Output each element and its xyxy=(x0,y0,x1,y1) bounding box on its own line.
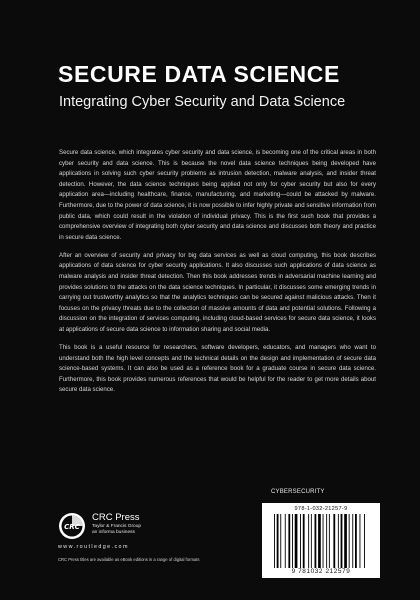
ebook-footnote: CRC Press titles are available as eBook editions in a range of digital formats xyxy=(58,557,200,562)
isbn-barcode xyxy=(262,503,380,578)
book-subtitle: Integrating Cyber Security and Data Science xyxy=(59,94,346,110)
crc-press-logo-icon xyxy=(58,512,86,540)
ean-digits: 9 781032 212579 xyxy=(291,568,351,575)
publisher-block xyxy=(58,510,208,542)
publisher-website[interactable]: www.routledge.com xyxy=(58,544,129,550)
isbn-number: 978-1-032-21257-9 xyxy=(294,506,348,512)
description-paragraph: Secure data science, which integrates cyber security and data science, is becoming one of the critical areas in both cyber security and data science. This is because the novel data science techniques being developed have applications in solving such cyber security problems as intrusion detection, malware analysis, and insider threat detection. However, the data science techniques being applied not only for cyber security but also for every application area—including healthcare, finance, manufacturing, and marketing—could be attacked by malware. Furthermore, due to the power of data science, it is now possible to infer highly private and sensitive information from public data, which could result in the violation of individual privacy. This is the first such book that provides a comprehensive overview of integrating both cyber security and data science and discusses both theory and practice in secure data science. xyxy=(59,149,376,241)
book-title: SECURE DATA SCIENCE xyxy=(58,61,340,87)
logo-text: CRC xyxy=(64,523,80,531)
publisher-group: Taylor & Francis Group xyxy=(92,524,142,529)
subject-category: CYBERSECURITY xyxy=(271,489,325,495)
barcode-icon xyxy=(272,514,370,568)
book-description xyxy=(59,148,376,404)
publisher-name: CRC Press xyxy=(92,512,140,523)
description-paragraph: After an overview of security and privacy for big data services as well as cloud computing, this book describes applications of data science for cyber security applications. It also discusses such applications of data science as malware analysis and insider threat detection. Then this book addresses trends in adversarial machine learning and provides solutions to the attacks on the data science techniques. In particular, it discusses some emerging trends in carrying out trustworthy analytics so that the analytics techniques can be secured against malicious attacks. Then it focuses on the privacy threats due to the collection of massive amounts of data and potential solutions. Following a discussion on the integration of services computing, including cloud-based services for secure data science, it looks at applications of secure data science to information sharing and social media. xyxy=(59,251,376,333)
publisher-tagline: an informa business xyxy=(92,530,135,535)
description-paragraph: This book is a useful resource for researchers, software developers, educators, and managers who want to understand both the high level concepts and the technical details on the design and implementation of secure data science-based systems. It can also be used as a reference book for a graduate course in secure data science. Furthermore, this book provides numerous references that would be helpful for the reader to get more details about secure data science. xyxy=(59,344,376,394)
